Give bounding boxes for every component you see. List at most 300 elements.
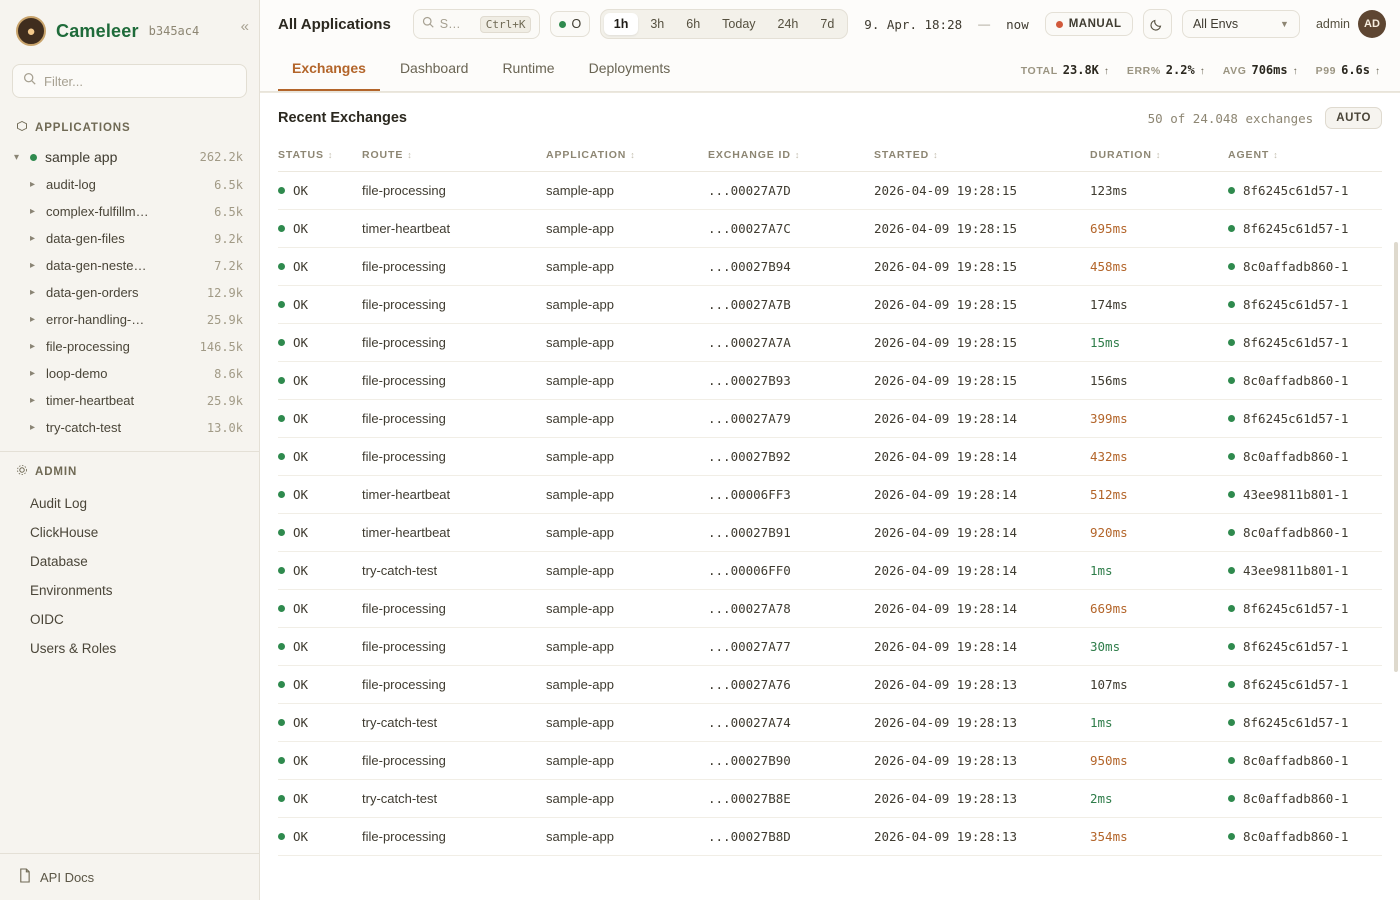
cell-started: 2026-04-09 19:28:13: [874, 780, 1090, 818]
tree-item-count: 6.5k: [214, 204, 243, 219]
time-range-group: [600, 9, 849, 39]
status-label: OK: [293, 715, 309, 730]
camel-logo-icon: ●: [16, 16, 46, 46]
cell-started: 2026-04-09 19:28:14: [874, 514, 1090, 552]
sidebar-filter[interactable]: [12, 64, 247, 98]
tree-item-count: 7.2k: [214, 258, 243, 273]
exchanges-table: [278, 141, 1382, 856]
agent-label: 8f6245c61d57-1: [1243, 221, 1349, 236]
cell-status: [278, 818, 362, 856]
cell-status: [278, 666, 362, 704]
cell-application: sample-app: [546, 400, 708, 438]
agent-label: 8f6245c61d57-1: [1243, 715, 1349, 730]
col-agent[interactable]: [1228, 141, 1382, 172]
cell-application: sample-app: [546, 704, 708, 742]
metric-key: P99: [1315, 64, 1337, 77]
col-route[interactable]: [362, 141, 546, 172]
status-dot: [1228, 301, 1235, 308]
col-label: DURATION: [1090, 149, 1152, 161]
table-row[interactable]: [278, 286, 1382, 324]
brand[interactable]: [0, 0, 259, 60]
sidebar-item-environments[interactable]: Environments: [30, 583, 113, 598]
cell-status: [278, 324, 362, 362]
status-dot: [1228, 225, 1235, 232]
agent-label: 43ee9811b801-1: [1243, 487, 1349, 502]
range-7d[interactable]: 7d: [820, 17, 835, 31]
sidebar: [0, 0, 260, 900]
cell-status: [278, 438, 362, 476]
cell-agent: [1228, 324, 1382, 362]
chevron-right-icon: ▸: [30, 395, 36, 406]
user-menu[interactable]: [1316, 10, 1386, 38]
cell-status: [278, 780, 362, 818]
tabs: [278, 48, 684, 91]
status-dot: [278, 681, 285, 688]
table-row[interactable]: [278, 780, 1382, 818]
cell-started: 2026-04-09 19:28:15: [874, 172, 1090, 210]
status-dot: [1228, 643, 1235, 650]
status-label: OK: [293, 753, 309, 768]
tree-item-label: data-gen-orders: [46, 285, 139, 300]
tree-item-count: 262.2k: [199, 150, 243, 164]
range-3h[interactable]: 3h: [650, 17, 665, 31]
cell-duration: 30ms: [1090, 628, 1228, 666]
cell-exchange-id: ...00027A79: [708, 400, 874, 438]
metric-key: AVG: [1222, 64, 1247, 77]
cell-application: sample-app: [546, 248, 708, 286]
applications-section-header: [0, 108, 259, 143]
col-exchange-id[interactable]: [708, 141, 874, 172]
cell-agent: [1228, 666, 1382, 704]
chevron-right-icon: ▸: [30, 368, 36, 379]
status-dot: [1228, 681, 1235, 688]
tree-item-label: audit-log: [46, 177, 96, 192]
sort-icon: ↕: [630, 150, 636, 160]
tabs-row: [260, 48, 1400, 92]
chevron-right-icon: ▸: [30, 179, 36, 190]
admin-list: [0, 487, 259, 665]
cell-duration: 123ms: [1090, 172, 1228, 210]
tree-item-count: 8.6k: [214, 366, 243, 381]
cell-duration: 950ms: [1090, 742, 1228, 780]
cell-application: sample-app: [546, 818, 708, 856]
sort-icon: ↕: [407, 150, 413, 160]
cell-application: sample-app: [546, 324, 708, 362]
cell-route: try-catch-test: [362, 780, 546, 818]
metrics: [1021, 63, 1382, 77]
cell-exchange-id: ...00006FF3: [708, 476, 874, 514]
table-row[interactable]: [278, 704, 1382, 742]
tab-runtime[interactable]: Runtime: [502, 60, 555, 76]
cell-duration: 15ms: [1090, 324, 1228, 362]
trend-up-icon: ↑: [1199, 65, 1205, 77]
cell-agent: [1228, 514, 1382, 552]
metric-key: TOTAL: [1020, 64, 1058, 77]
cell-application: sample-app: [546, 514, 708, 552]
cell-route: file-processing: [362, 248, 546, 286]
cell-application: sample-app: [546, 590, 708, 628]
tree-item-data-gen-files[interactable]: [8, 225, 251, 252]
cell-route: timer-heartbeat: [362, 476, 546, 514]
cell-route: file-processing: [362, 742, 546, 780]
cell-status: [278, 210, 362, 248]
gear-icon: [16, 464, 28, 479]
status-label: OK: [293, 791, 309, 806]
status-label: OK: [293, 183, 309, 198]
cell-started: 2026-04-09 19:28:15: [874, 286, 1090, 324]
sort-icon: ↕: [327, 150, 334, 160]
cell-route: timer-heartbeat: [362, 210, 546, 248]
tree-item-label: error-handling-…: [46, 312, 145, 327]
avatar: AD: [1358, 10, 1386, 38]
cell-agent: [1228, 210, 1382, 248]
cell-status: [278, 248, 362, 286]
table-row[interactable]: [278, 590, 1382, 628]
cell-route: try-catch-test: [362, 552, 546, 590]
table-row[interactable]: [278, 514, 1382, 552]
tree-item-label: loop-demo: [46, 366, 108, 381]
metric-value: 6.6s: [1341, 62, 1370, 77]
col-started[interactable]: [874, 141, 1090, 172]
status-dot: [30, 154, 37, 161]
moon-icon[interactable]: [1143, 9, 1172, 39]
time-from-field[interactable]: 9. Apr. 18:28: [864, 16, 963, 32]
sidebar-item-clickhouse[interactable]: ClickHouse: [30, 525, 99, 540]
cell-status: [278, 552, 362, 590]
chevron-down-icon: ▼: [1280, 19, 1289, 29]
cell-duration: 512ms: [1090, 476, 1228, 514]
cell-started: 2026-04-09 19:28:13: [874, 704, 1090, 742]
table-row[interactable]: [278, 818, 1382, 856]
search-icon: [23, 72, 36, 90]
user-name: admin: [1315, 17, 1350, 31]
cell-exchange-id: ...00027A7C: [708, 210, 874, 248]
cell-status: [278, 742, 362, 780]
status-dot: [278, 453, 285, 460]
sidebar-filter-wrap: [0, 60, 259, 108]
range-today[interactable]: Today: [722, 17, 756, 31]
agent-label: 8f6245c61d57-1: [1243, 601, 1349, 616]
tree-item-file-processing[interactable]: [8, 333, 251, 360]
table-row[interactable]: [278, 400, 1382, 438]
cell-exchange-id: ...00027A7D: [708, 172, 874, 210]
status-label: OK: [293, 411, 309, 426]
chevron-right-icon: ▸: [30, 422, 36, 433]
cell-duration: 1ms: [1090, 552, 1228, 590]
cell-exchange-id: ...00027A7B: [708, 286, 874, 324]
main-area: [260, 0, 1400, 900]
cell-started: 2026-04-09 19:28:15: [874, 248, 1090, 286]
tree-item-label: try-catch-test: [46, 420, 122, 435]
cell-duration: 107ms: [1090, 666, 1228, 704]
status-dot: [1228, 339, 1235, 346]
col-label: APPLICATION: [546, 149, 627, 161]
cell-agent: [1228, 704, 1382, 742]
cell-status: [278, 172, 362, 210]
exchange-count: 50 of 24.048 exchanges: [1147, 110, 1314, 126]
tree-item-audit-log[interactable]: [8, 171, 251, 198]
chevron-double-left-icon[interactable]: «: [240, 18, 249, 35]
status-label: OK: [293, 525, 309, 540]
cell-application: sample-app: [546, 628, 708, 666]
status-dot: [278, 605, 285, 612]
cell-duration: 2ms: [1090, 780, 1228, 818]
sidebar-item-audit-log[interactable]: Audit Log: [30, 496, 88, 511]
refresh-mode-label: MANUAL: [1068, 18, 1122, 30]
cell-agent: [1228, 286, 1382, 324]
auto-refresh-button[interactable]: AUTO: [1325, 107, 1382, 129]
page-title: All Applications: [278, 15, 391, 33]
cell-status: [278, 286, 362, 324]
tree-item-label: timer-heartbeat: [46, 393, 135, 408]
cell-exchange-id: ...00027B91: [708, 514, 874, 552]
tree-item-label: complex-fulfillm…: [46, 204, 149, 219]
sidebar-item-database[interactable]: Database: [30, 554, 88, 569]
agent-label: 8c0affadb860-1: [1243, 753, 1349, 768]
cell-agent: [1228, 438, 1382, 476]
table-row[interactable]: [278, 324, 1382, 362]
sidebar-item-oidc[interactable]: OIDC: [30, 612, 64, 627]
search-icon: [422, 15, 434, 33]
tree-item-sample-app[interactable]: [8, 143, 251, 171]
cell-application: sample-app: [546, 552, 708, 590]
metric-key: ERR%: [1126, 64, 1161, 77]
metric-value: 23.8K: [1062, 62, 1099, 77]
cell-exchange-id: ...00027B94: [708, 248, 874, 286]
metric-value: 706ms: [1251, 62, 1288, 77]
table-body: [278, 172, 1382, 856]
col-label: STATUS: [278, 149, 324, 161]
cell-exchange-id: ...00027B93: [708, 362, 874, 400]
status-label: OK: [293, 677, 309, 692]
table-row[interactable]: [278, 248, 1382, 286]
cell-exchange-id: ...00027A78: [708, 590, 874, 628]
cell-duration: 669ms: [1090, 590, 1228, 628]
agent-label: 8f6245c61d57-1: [1243, 335, 1349, 350]
status-dot: [1228, 605, 1235, 612]
cell-agent: [1228, 780, 1382, 818]
sidebar-item-users-roles[interactable]: Users & Roles: [30, 641, 117, 656]
status-dot: [278, 377, 285, 384]
recent-exchanges-panel: [260, 92, 1400, 900]
cell-status: [278, 590, 362, 628]
sort-icon: ↕: [794, 150, 801, 160]
cell-route: try-catch-test: [362, 704, 546, 742]
range-1h[interactable]: 1h: [604, 13, 639, 35]
cell-agent: [1228, 742, 1382, 780]
tree-item-try-catch-test[interactable]: [8, 414, 251, 441]
global-search[interactable]: [413, 9, 541, 39]
range-6h[interactable]: 6h: [686, 17, 701, 31]
connection-status-badge[interactable]: [550, 11, 589, 37]
cell-started: 2026-04-09 19:28:14: [874, 590, 1090, 628]
cell-application: sample-app: [546, 742, 708, 780]
panel-header: [260, 93, 1400, 141]
table-row[interactable]: [278, 742, 1382, 780]
time-separator: —: [978, 17, 991, 31]
cell-exchange-id: ...00027B90: [708, 742, 874, 780]
col-duration[interactable]: [1090, 141, 1228, 172]
table-row[interactable]: [278, 628, 1382, 666]
content-region: [260, 92, 1400, 900]
tab-dashboard[interactable]: Dashboard: [399, 60, 469, 76]
metric-avg: [1223, 63, 1298, 77]
tree-item-count: 9.2k: [214, 231, 243, 246]
cell-agent: [1228, 172, 1382, 210]
cell-status: [278, 628, 362, 666]
status-dot: [1228, 757, 1235, 764]
chevron-right-icon: ▸: [30, 233, 36, 244]
chevron-right-icon: ▸: [30, 341, 36, 352]
agent-label: 8c0affadb860-1: [1243, 259, 1349, 274]
cell-started: 2026-04-09 19:28:14: [874, 400, 1090, 438]
environment-select[interactable]: [1182, 10, 1300, 38]
status-dot: [1228, 187, 1235, 194]
chevron-right-icon: ▸: [30, 260, 36, 271]
metric-p99: [1316, 63, 1380, 77]
status-dot: [1228, 263, 1235, 270]
chevron-right-icon: ▸: [30, 287, 36, 298]
cell-agent: [1228, 248, 1382, 286]
cell-exchange-id: ...00027B8E: [708, 780, 874, 818]
status-dot: [559, 21, 566, 28]
box-icon: [16, 120, 28, 135]
cell-exchange-id: ...00027B92: [708, 438, 874, 476]
cell-exchange-id: ...00027A7A: [708, 324, 874, 362]
cell-application: sample-app: [546, 666, 708, 704]
tab-exchanges[interactable]: Exchanges: [278, 48, 380, 91]
cell-started: 2026-04-09 19:28:14: [874, 628, 1090, 666]
chevron-down-icon: ▾: [14, 151, 20, 163]
cell-started: 2026-04-09 19:28:13: [874, 666, 1090, 704]
cell-started: 2026-04-09 19:28:14: [874, 438, 1090, 476]
table-row[interactable]: [278, 362, 1382, 400]
tab-deployments[interactable]: Deployments: [588, 60, 671, 76]
table-row[interactable]: [278, 438, 1382, 476]
tree-item-count: 146.5k: [199, 339, 243, 354]
time-to-field[interactable]: now: [1006, 16, 1029, 32]
sort-icon: ↕: [1273, 150, 1279, 160]
cell-status: [278, 476, 362, 514]
global-search-placeholder: S…: [439, 17, 461, 31]
status-dot: [1228, 833, 1235, 840]
cell-route: file-processing: [362, 400, 546, 438]
agent-label: 8f6245c61d57-1: [1243, 411, 1349, 426]
cell-route: file-processing: [362, 590, 546, 628]
status-dot: [1228, 415, 1235, 422]
status-dot: [278, 225, 285, 232]
status-dot: [278, 795, 285, 802]
cell-started: 2026-04-09 19:28:14: [874, 552, 1090, 590]
cell-exchange-id: ...00027A74: [708, 704, 874, 742]
status-dot: [1228, 491, 1235, 498]
sort-icon: ↕: [933, 150, 939, 160]
status-label: OK: [293, 373, 309, 388]
col-label: EXCHANGE ID: [708, 149, 791, 161]
cell-status: [278, 514, 362, 552]
sidebar-item-api-docs[interactable]: [0, 853, 259, 900]
status-dot: [278, 567, 285, 574]
cell-started: 2026-04-09 19:28:13: [874, 818, 1090, 856]
cell-duration: 1ms: [1090, 704, 1228, 742]
trend-up-icon: ↑: [1292, 65, 1298, 77]
scrollbar[interactable]: [1394, 242, 1398, 672]
api-docs-label: API Docs: [40, 869, 95, 885]
tree-item-data-gen-orders[interactable]: [8, 279, 251, 306]
cell-route: timer-heartbeat: [362, 514, 546, 552]
tree-item-count: 25.9k: [206, 312, 243, 327]
connection-status-label: O: [571, 17, 582, 31]
status-dot: [278, 491, 285, 498]
table-header: [278, 141, 1382, 172]
tree-item-complex-fulfillment[interactable]: [8, 198, 251, 225]
cell-agent: [1228, 818, 1382, 856]
col-status[interactable]: [278, 141, 362, 172]
agent-label: 8f6245c61d57-1: [1243, 677, 1349, 692]
range-24h[interactable]: 24h: [777, 17, 799, 31]
tree-item-timer-heartbeat[interactable]: [8, 387, 251, 414]
metric-error-rate: [1127, 63, 1205, 77]
cell-status: [278, 362, 362, 400]
col-application[interactable]: [546, 141, 708, 172]
agent-label: 8c0affadb860-1: [1243, 525, 1349, 540]
status-label: OK: [293, 259, 309, 274]
table-row[interactable]: [278, 666, 1382, 704]
cell-agent: [1228, 552, 1382, 590]
agent-label: 8c0affadb860-1: [1243, 373, 1349, 388]
tree-item-error-handling[interactable]: [8, 306, 251, 333]
refresh-mode-badge[interactable]: [1045, 12, 1133, 36]
tree-item-label: data-gen-neste…: [46, 258, 147, 273]
table-row[interactable]: [278, 172, 1382, 210]
tree-item-label: sample app: [45, 149, 118, 165]
table-row[interactable]: [278, 210, 1382, 248]
brand-name: Cameleer: [56, 20, 139, 41]
cell-route: file-processing: [362, 362, 546, 400]
cell-route: file-processing: [362, 666, 546, 704]
status-dot: [1056, 21, 1063, 28]
status-label: OK: [293, 449, 309, 464]
cell-agent: [1228, 590, 1382, 628]
table-row[interactable]: [278, 476, 1382, 514]
cell-agent: [1228, 362, 1382, 400]
cell-duration: 695ms: [1090, 210, 1228, 248]
applications-section-label: APPLICATIONS: [35, 121, 131, 134]
chevron-right-icon: ▸: [30, 314, 36, 325]
status-label: OK: [293, 639, 309, 654]
status-label: OK: [293, 297, 309, 312]
agent-label: 8c0affadb860-1: [1243, 829, 1349, 844]
cell-application: sample-app: [546, 780, 708, 818]
cell-application: sample-app: [546, 172, 708, 210]
status-dot: [278, 529, 285, 536]
cell-exchange-id: ...00027A76: [708, 666, 874, 704]
table-row[interactable]: [278, 552, 1382, 590]
tree-item-data-gen-nested[interactable]: [8, 252, 251, 279]
environment-select-value: All Envs: [1192, 17, 1239, 31]
tree-item-count: 12.9k: [206, 285, 243, 300]
tree-item-loop-demo[interactable]: [8, 360, 251, 387]
status-dot: [278, 415, 285, 422]
tree-item-count: 25.9k: [206, 393, 243, 408]
cell-duration: 920ms: [1090, 514, 1228, 552]
tree-item-count: 13.0k: [206, 420, 243, 435]
table-header-row: [278, 141, 1382, 172]
cell-application: sample-app: [546, 286, 708, 324]
sidebar-filter-input[interactable]: [44, 74, 236, 89]
cell-started: 2026-04-09 19:28:14: [874, 476, 1090, 514]
status-label: OK: [293, 601, 309, 616]
